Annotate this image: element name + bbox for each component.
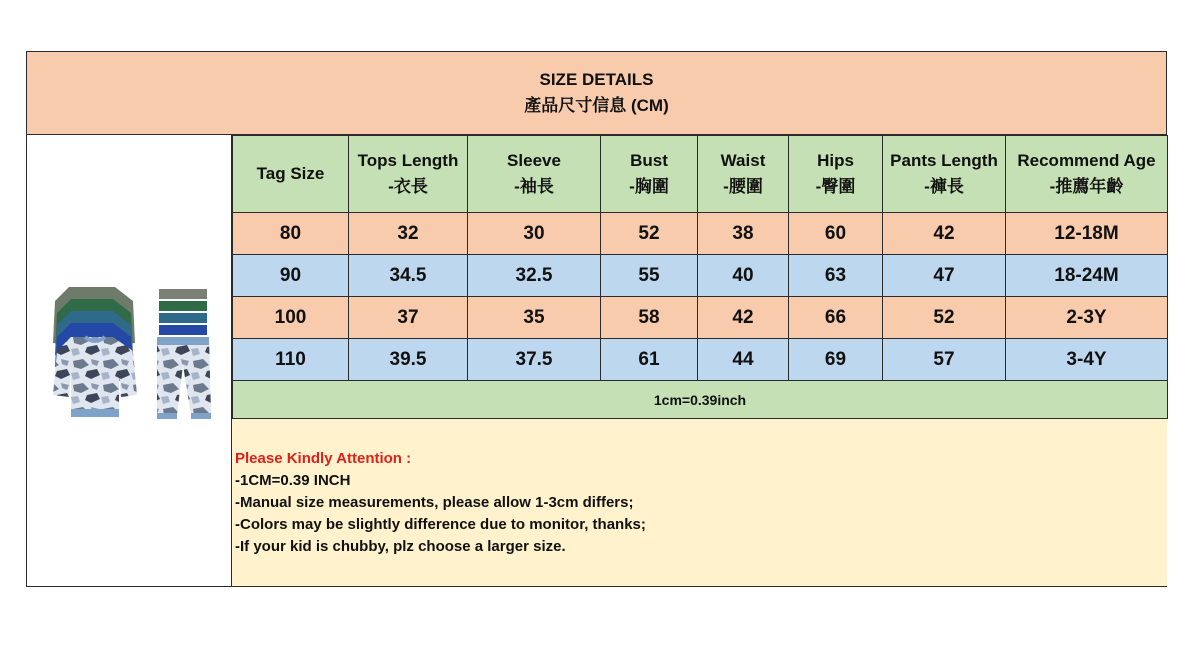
cell-tops-length: 39.5 bbox=[349, 339, 468, 381]
cell-tag-size: 90 bbox=[233, 255, 349, 297]
cell-tag-size: 110 bbox=[233, 339, 349, 381]
cell-pants-length: 47 bbox=[883, 255, 1006, 297]
column-header-waist: Waist -腰圍 bbox=[698, 136, 789, 213]
conversion-row bbox=[233, 381, 1168, 419]
attention-heading: Please Kindly Attention : bbox=[235, 450, 412, 467]
cell-sleeve: 37.5 bbox=[468, 339, 601, 381]
cell-hips: 69 bbox=[789, 339, 883, 381]
cell-tops-length: 37 bbox=[349, 297, 468, 339]
attention-line: -1CM=0.39 INCH bbox=[235, 472, 351, 489]
pants-stack bbox=[157, 289, 211, 419]
cell-sleeve: 30 bbox=[468, 213, 601, 255]
size-chart bbox=[26, 51, 1167, 587]
attention-line: -Colors may be slightly difference due to monitor, thanks; bbox=[235, 516, 646, 533]
cell-waist: 44 bbox=[698, 339, 789, 381]
product-image bbox=[41, 285, 217, 425]
column-header-sleeve: Sleeve -袖長 bbox=[468, 136, 601, 213]
cell-sleeve: 35 bbox=[468, 297, 601, 339]
cell-pants-length: 42 bbox=[883, 213, 1006, 255]
cell-hips: 66 bbox=[789, 297, 883, 339]
table-row bbox=[233, 213, 1168, 255]
cell-sleeve: 32.5 bbox=[468, 255, 601, 297]
cell-bust: 61 bbox=[601, 339, 698, 381]
size-table bbox=[232, 135, 1168, 419]
cell-hips: 60 bbox=[789, 213, 883, 255]
cell-tops-length: 32 bbox=[349, 213, 468, 255]
size-chart-title: SIZE DETAILS bbox=[539, 70, 654, 89]
size-chart-header bbox=[27, 52, 1166, 135]
column-header-hips: Hips -臀圍 bbox=[789, 136, 883, 213]
column-header-tag-size: Tag Size bbox=[233, 136, 349, 213]
cell-bust: 52 bbox=[601, 213, 698, 255]
cell-waist: 42 bbox=[698, 297, 789, 339]
product-image-cell bbox=[27, 135, 232, 586]
column-header-bust: Bust -胸圍 bbox=[601, 136, 698, 213]
cell-recommend-age: 2-3Y bbox=[1006, 297, 1168, 339]
table-row bbox=[233, 297, 1168, 339]
cell-recommend-age: 18-24M bbox=[1006, 255, 1168, 297]
sweatshirt-stack bbox=[53, 287, 137, 417]
size-chart-subtitle: 產品尺寸信息 (CM) bbox=[524, 96, 669, 115]
cell-bust: 58 bbox=[601, 297, 698, 339]
attention-line: -If your kid is chubby, plz choose a larger size. bbox=[235, 538, 566, 555]
table-row bbox=[233, 339, 1168, 381]
cell-pants-length: 57 bbox=[883, 339, 1006, 381]
column-header-tops-length: Tops Length -衣長 bbox=[349, 136, 468, 213]
cell-pants-length: 52 bbox=[883, 297, 1006, 339]
cell-tag-size: 80 bbox=[233, 213, 349, 255]
column-header-pants-length: Pants Length -褲長 bbox=[883, 136, 1006, 213]
column-header-recommend-age: Recommend Age -推薦年齡 bbox=[1006, 136, 1168, 213]
attention-line: -Manual size measurements, please allow 1-3cm differs; bbox=[235, 494, 634, 511]
cell-recommend-age: 12-18M bbox=[1006, 213, 1168, 255]
cell-hips: 63 bbox=[789, 255, 883, 297]
cell-bust: 55 bbox=[601, 255, 698, 297]
cell-tops-length: 34.5 bbox=[349, 255, 468, 297]
cell-waist: 38 bbox=[698, 213, 789, 255]
cell-waist: 40 bbox=[698, 255, 789, 297]
size-table-header-row bbox=[233, 136, 1168, 213]
conversion-note: 1cm=0.39inch bbox=[233, 381, 1168, 419]
attention-box bbox=[232, 419, 1167, 586]
cell-tag-size: 100 bbox=[233, 297, 349, 339]
table-row bbox=[233, 255, 1168, 297]
cell-recommend-age: 3-4Y bbox=[1006, 339, 1168, 381]
